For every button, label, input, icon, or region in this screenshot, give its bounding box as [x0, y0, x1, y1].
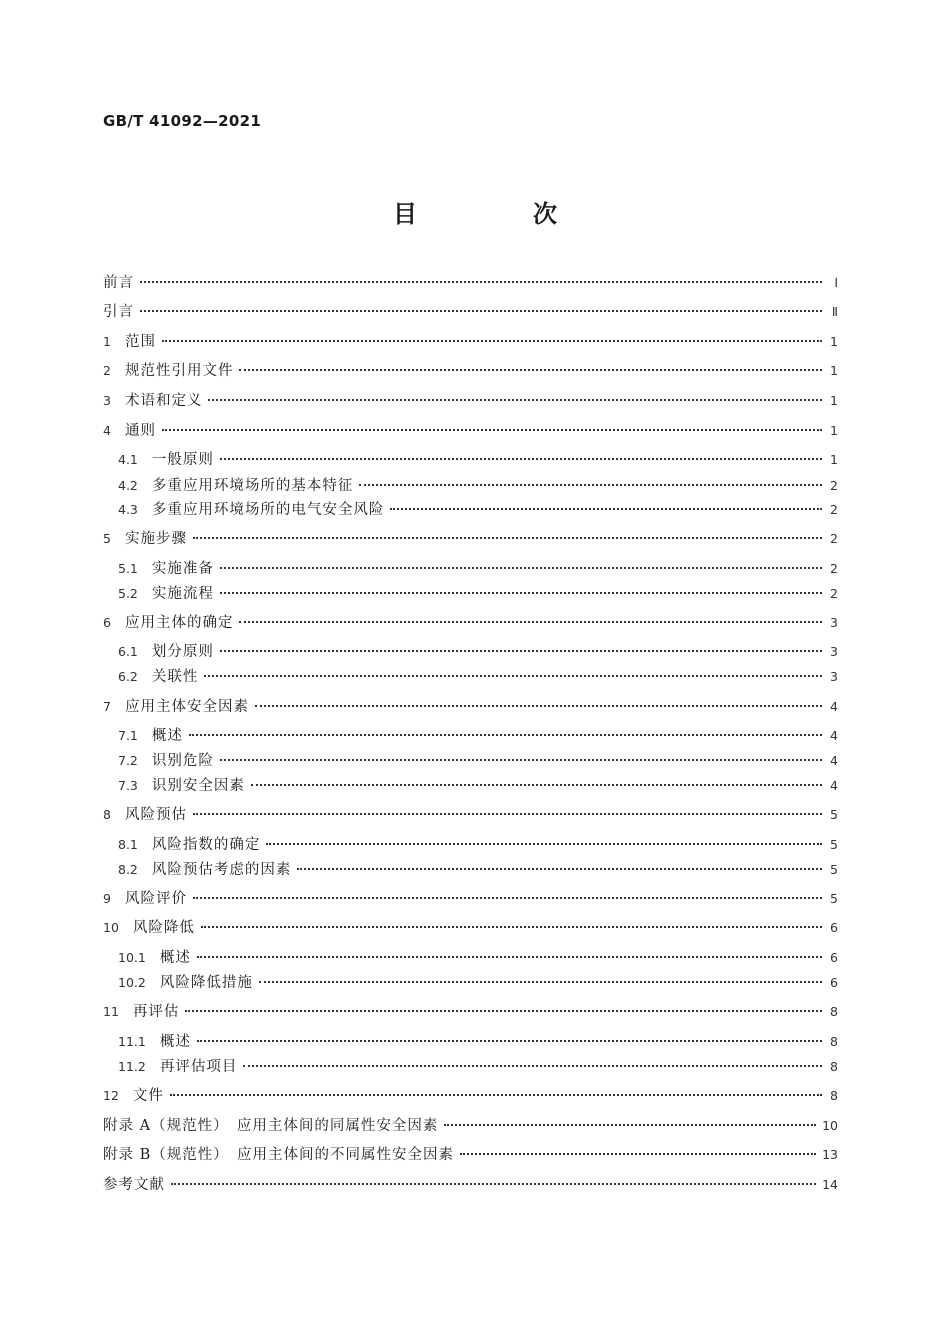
- toc-entry[interactable]: [103, 1000, 838, 1030]
- toc-entry-number: 8.1: [118, 837, 138, 852]
- toc-entry-page: 4: [830, 728, 838, 743]
- toc-entry-label: 实施步骤: [124, 531, 187, 547]
- toc-entry-label: 参考文献: [103, 1177, 165, 1193]
- toc-entry-label: 一般原则: [151, 452, 214, 468]
- toc-entry-page: 4: [830, 753, 838, 768]
- toc-entry-label: 识别危险: [151, 753, 214, 769]
- toc-entry-page: 3: [830, 644, 838, 659]
- dot-leader: [170, 1094, 822, 1096]
- toc-entry-page: 5: [830, 837, 838, 852]
- dot-leader: [266, 843, 822, 845]
- toc-entry-label: 风险预估考虑的因素: [151, 862, 292, 878]
- toc-entry-label: 再评估: [132, 1004, 180, 1020]
- dot-leader: [243, 1065, 822, 1067]
- toc-entry-number: 4.1: [118, 452, 138, 467]
- toc-entry[interactable]: [103, 1173, 838, 1202]
- toc-entry-page: 2: [830, 531, 838, 546]
- toc-entry-label: 概述: [159, 950, 191, 966]
- toc-entry-page: 2: [830, 478, 838, 493]
- toc-entry-label: 引言: [103, 304, 134, 320]
- toc-entry-page: 6: [830, 950, 838, 965]
- toc-entry[interactable]: [103, 916, 838, 946]
- toc-entry-page: 1: [830, 452, 838, 467]
- toc-entry-number: 11: [103, 1004, 119, 1019]
- toc-entry-page: 5: [830, 891, 838, 906]
- dot-leader: [162, 429, 822, 431]
- toc-entry-number: 4.2: [118, 478, 138, 493]
- dot-leader: [255, 705, 822, 707]
- toc-entry[interactable]: [103, 1143, 838, 1173]
- toc-entry[interactable]: [103, 557, 838, 582]
- toc-entry-label: 附录 A（规范性） 应用主体间的同属性安全因素: [103, 1118, 439, 1134]
- toc-entry-label: 风险预估: [124, 807, 187, 823]
- toc-entry-page: 8: [830, 1059, 838, 1074]
- toc-entry[interactable]: [103, 611, 838, 640]
- toc-entry-number: 10.1: [118, 950, 146, 965]
- toc-entry[interactable]: [103, 803, 838, 833]
- toc-entry[interactable]: [103, 474, 838, 498]
- toc-entry-number: 10: [103, 920, 119, 935]
- dot-leader: [162, 340, 822, 342]
- toc-entry-label: 概述: [159, 1034, 191, 1050]
- toc-entry-label: 识别安全因素: [151, 778, 245, 794]
- toc-entry-number: 5.1: [118, 561, 138, 576]
- dot-leader: [197, 1040, 822, 1042]
- toc-entry[interactable]: [103, 527, 838, 557]
- toc-entry[interactable]: [103, 858, 838, 887]
- toc-entry-number: 5: [103, 531, 111, 546]
- dot-leader: [239, 621, 822, 623]
- toc-entry-label: 范围: [124, 334, 156, 350]
- toc-entry[interactable]: [103, 749, 838, 774]
- toc-entry-page: 8: [830, 1004, 838, 1019]
- toc-entry-label: 应用主体安全因素: [124, 699, 249, 715]
- toc-entry[interactable]: [103, 582, 838, 611]
- toc-entry[interactable]: [103, 695, 838, 724]
- dot-leader: [220, 567, 822, 569]
- toc-entry-number: 7.3: [118, 778, 138, 793]
- toc-entry-page: Ⅰ: [834, 275, 838, 290]
- toc-entry-label: 关联性: [151, 669, 199, 685]
- toc-entry[interactable]: [103, 419, 838, 448]
- toc-entry-page: 4: [830, 778, 838, 793]
- toc-entry-page: 1: [830, 393, 838, 408]
- toc-entry[interactable]: [103, 724, 838, 749]
- toc-entry-label: 多重应用环境场所的基本特征: [151, 478, 354, 494]
- toc-entry-page: 14: [822, 1177, 838, 1192]
- toc-entry-number: 5.2: [118, 586, 138, 601]
- toc-entry[interactable]: [103, 1055, 838, 1084]
- toc-entry-page: 13: [822, 1147, 838, 1162]
- toc-entry-label: 再评估项目: [159, 1059, 238, 1075]
- dot-leader: [390, 508, 822, 510]
- toc-entry-label: 概述: [151, 728, 183, 744]
- table-of-contents: [103, 271, 838, 1202]
- toc-entry-label: 应用主体的确定: [124, 615, 234, 631]
- toc-entry[interactable]: [103, 640, 838, 665]
- toc-entry-number: 1: [103, 334, 111, 349]
- toc-entry-number: 7.1: [118, 728, 138, 743]
- toc-entry-page: 6: [830, 975, 838, 990]
- toc-entry-number: 9: [103, 891, 111, 906]
- toc-entry-page: 4: [830, 699, 838, 714]
- toc-entry-number: 7.2: [118, 753, 138, 768]
- toc-entry-page: Ⅱ: [831, 304, 838, 319]
- toc-entry-label: 通则: [124, 423, 156, 439]
- toc-entry[interactable]: [103, 359, 838, 389]
- dot-leader: [220, 458, 822, 460]
- toc-entry-page: 8: [830, 1088, 838, 1103]
- toc-entry-number: 4: [103, 423, 111, 438]
- toc-entry-page: 3: [830, 669, 838, 684]
- toc-entry-page: 2: [830, 561, 838, 576]
- toc-entry-page: 2: [830, 586, 838, 601]
- toc-entry-label: 多重应用环境场所的电气安全风险: [151, 502, 385, 518]
- dot-leader: [220, 759, 822, 761]
- toc-entry-number: 8.2: [118, 862, 138, 877]
- toc-entry-page: 3: [830, 615, 838, 630]
- toc-entry-label: 风险指数的确定: [151, 837, 261, 853]
- dot-leader: [197, 956, 822, 958]
- dot-leader: [359, 484, 822, 486]
- dot-leader: [259, 981, 822, 983]
- toc-entry-label: 实施流程: [151, 586, 214, 602]
- toc-entry[interactable]: [103, 971, 838, 1000]
- toc-entry[interactable]: [103, 833, 838, 858]
- toc-entry-number: 12: [103, 1088, 119, 1103]
- toc-entry-number: 2: [103, 363, 111, 378]
- dot-leader: [204, 675, 822, 677]
- toc-entry-label: 风险评价: [124, 891, 187, 907]
- toc-entry[interactable]: [103, 946, 838, 971]
- toc-entry-number: 6.1: [118, 644, 138, 659]
- toc-entry-number: 11.1: [118, 1034, 146, 1049]
- dot-leader: [444, 1124, 816, 1126]
- dot-leader: [189, 734, 822, 736]
- toc-entry-label: 风险降低措施: [159, 975, 253, 991]
- toc-entry-number: 11.2: [118, 1059, 146, 1074]
- dot-leader: [251, 784, 822, 786]
- toc-entry[interactable]: [103, 1084, 838, 1114]
- dot-leader: [193, 897, 822, 899]
- toc-entry-number: 7: [103, 699, 111, 714]
- dot-leader: [171, 1183, 816, 1185]
- toc-entry[interactable]: [103, 448, 838, 474]
- toc-entry-number: 6.2: [118, 669, 138, 684]
- toc-entry-page: 10: [822, 1118, 838, 1133]
- dot-leader: [220, 650, 822, 652]
- toc-entry-number: 4.3: [118, 502, 138, 517]
- toc-entry-label: 实施准备: [151, 561, 214, 577]
- toc-entry-page: 2: [830, 502, 838, 517]
- toc-entry-label: 划分原则: [151, 644, 214, 660]
- dot-leader: [140, 310, 822, 312]
- dot-leader: [185, 1010, 822, 1012]
- toc-entry-number: 10.2: [118, 975, 146, 990]
- toc-entry-page: 1: [830, 334, 838, 349]
- toc-entry[interactable]: [103, 774, 838, 803]
- toc-entry[interactable]: [103, 1114, 838, 1143]
- dot-leader: [193, 537, 822, 539]
- dot-leader: [460, 1153, 816, 1155]
- toc-entry-label: 规范性引用文件: [124, 363, 234, 379]
- toc-entry-label: 术语和定义: [124, 393, 203, 409]
- toc-entry[interactable]: [103, 887, 838, 916]
- toc-entry-number: 8: [103, 807, 111, 822]
- toc-entry[interactable]: [103, 389, 838, 419]
- toc-entry[interactable]: [103, 1030, 838, 1055]
- page-title: 目 次: [393, 200, 603, 228]
- dot-leader: [140, 281, 822, 283]
- toc-entry-label: 前言: [103, 275, 134, 291]
- toc-entry-number: 3: [103, 393, 111, 408]
- toc-entry-label: 风险降低: [132, 920, 195, 936]
- toc-entry[interactable]: [103, 300, 838, 330]
- dot-leader: [220, 592, 822, 594]
- toc-entry-label: 附录 B（规范性） 应用主体间的不同属性安全因素: [103, 1147, 455, 1163]
- dot-leader: [239, 369, 822, 371]
- dot-leader: [193, 813, 822, 815]
- toc-entry[interactable]: [103, 498, 838, 527]
- toc-entry[interactable]: [103, 665, 838, 695]
- toc-entry[interactable]: [103, 330, 838, 359]
- toc-entry-label: 文件: [132, 1088, 164, 1104]
- dot-leader: [201, 926, 822, 928]
- toc-entry-page: 5: [830, 862, 838, 877]
- toc-entry-page: 1: [830, 363, 838, 378]
- toc-entry-number: 6: [103, 615, 111, 630]
- toc-entry-page: 6: [830, 920, 838, 935]
- dot-leader: [297, 868, 822, 870]
- standard-code: GB/T 41092—2021: [103, 112, 262, 130]
- toc-entry-page: 8: [830, 1034, 838, 1049]
- toc-entry-page: 1: [830, 423, 838, 438]
- dot-leader: [208, 399, 822, 401]
- toc-entry[interactable]: [103, 271, 838, 300]
- toc-entry-page: 5: [830, 807, 838, 822]
